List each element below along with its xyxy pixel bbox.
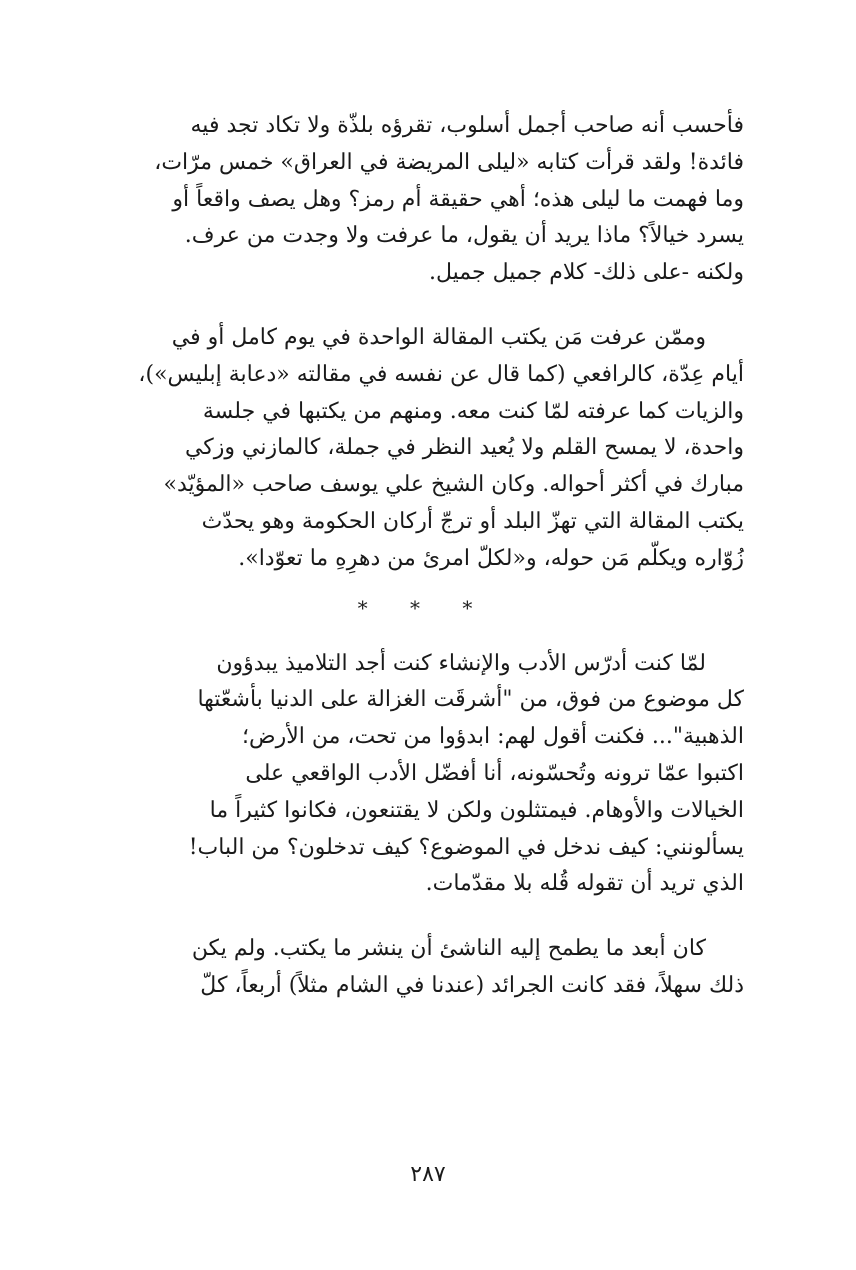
text-line: ولكنه -على ذلك- كلام جميل جميل. [429,260,744,286]
text-line: الذي تريد أن تقوله قُله بلا مقدّمات. [425,871,744,897]
paragraph-2 [104,320,744,578]
paragraph-gap [104,903,744,931]
text-line: الخيالات والأوهام. فيمتثلون ولكن لا يقتنعون، فكانوا كثيراً ما [209,797,744,823]
text-line: فأحسب أنه صاحب أجمل أسلوب، تقرؤه بلذّة ولا تكاد تجد فيه [190,113,744,138]
text-line: فائدة! ولقد قرأت كتابه «ليلى المريضة في العراق» خمس مرّات، [154,149,744,175]
text-line: مبارك في أكثر أحواله. وكان الشيخ علي يوسف صاحب «المؤيّد» [163,472,744,498]
text-line: ذلك سهلاً، فقد كانت الجرائد (عندنا في الشام مثلاً) أربعاً، كلّ [200,972,744,998]
text-line: كان أبعد ما يطمح إليه الناشئ أن ينشر ما يكتب. ولم يكن [191,936,706,962]
text-line: وما فهمت ما ليلى هذه؛ أهي حقيقة أم رمز؟ وهل يصف واقعاً أو [172,186,744,212]
text-line: الذهبية"... فكنت أقول لهم: ابدؤوا من تحت، من الأرض؛ [242,724,744,750]
text-line: يسألونني: كيف ندخل في الموضوع؟ كيف تدخلون؟ من الباب! [188,834,744,860]
paragraph-3 [104,646,744,904]
paragraph-gap [104,292,744,320]
paragraph-4 [104,931,744,1005]
text-line: يكتب المقالة التي تهزّ البلد أو ترجّ أركان الحكومة وهو يحدّث [201,508,744,534]
text-line: وممّن عرفت مَن يكتب المقالة الواحدة في يوم كامل أو في [171,324,706,350]
text-line: والزيات كما عرفته لمّا كنت معه. ومنهم من يكتبها في جلسة [202,398,744,424]
text-line: أيام عِدّة، كالرافعي (كما قال عن نفسه في مقالته «دعابة إبليس»)، [138,361,744,387]
page-body [104,108,744,1005]
text-line: لمّا كنت أدرّس الأدب والإنشاء كنت أجد التلاميذ يبدؤون [216,650,706,676]
text-line: واحدة، لا يمسح القلم ولا يُعيد النظر في جملة، كالمازني وزكي [184,435,744,461]
text-line: كل موضوع من فوق، من "أشرقَت الغزالة على الدنيا بأشعّتها [197,687,744,713]
text-line: اكتبوا عمّا ترونه وتُحسّونه، أنا أفضّل الأدب الواقعي على [245,760,744,786]
section-separator: * * * [357,595,491,620]
page-number: ٢٨٧ [410,1162,446,1187]
text-line: يسرد خيالاً؟ ماذا يريد أن يقول، ما عرفت ولا وجدت من عرف. [184,223,744,249]
paragraph-1 [104,108,744,292]
text-line: زُوّاره ويكلّم مَن حوله، و«لكلّ امرئ من دهرِهِ ما تعوّدا». [238,545,744,571]
